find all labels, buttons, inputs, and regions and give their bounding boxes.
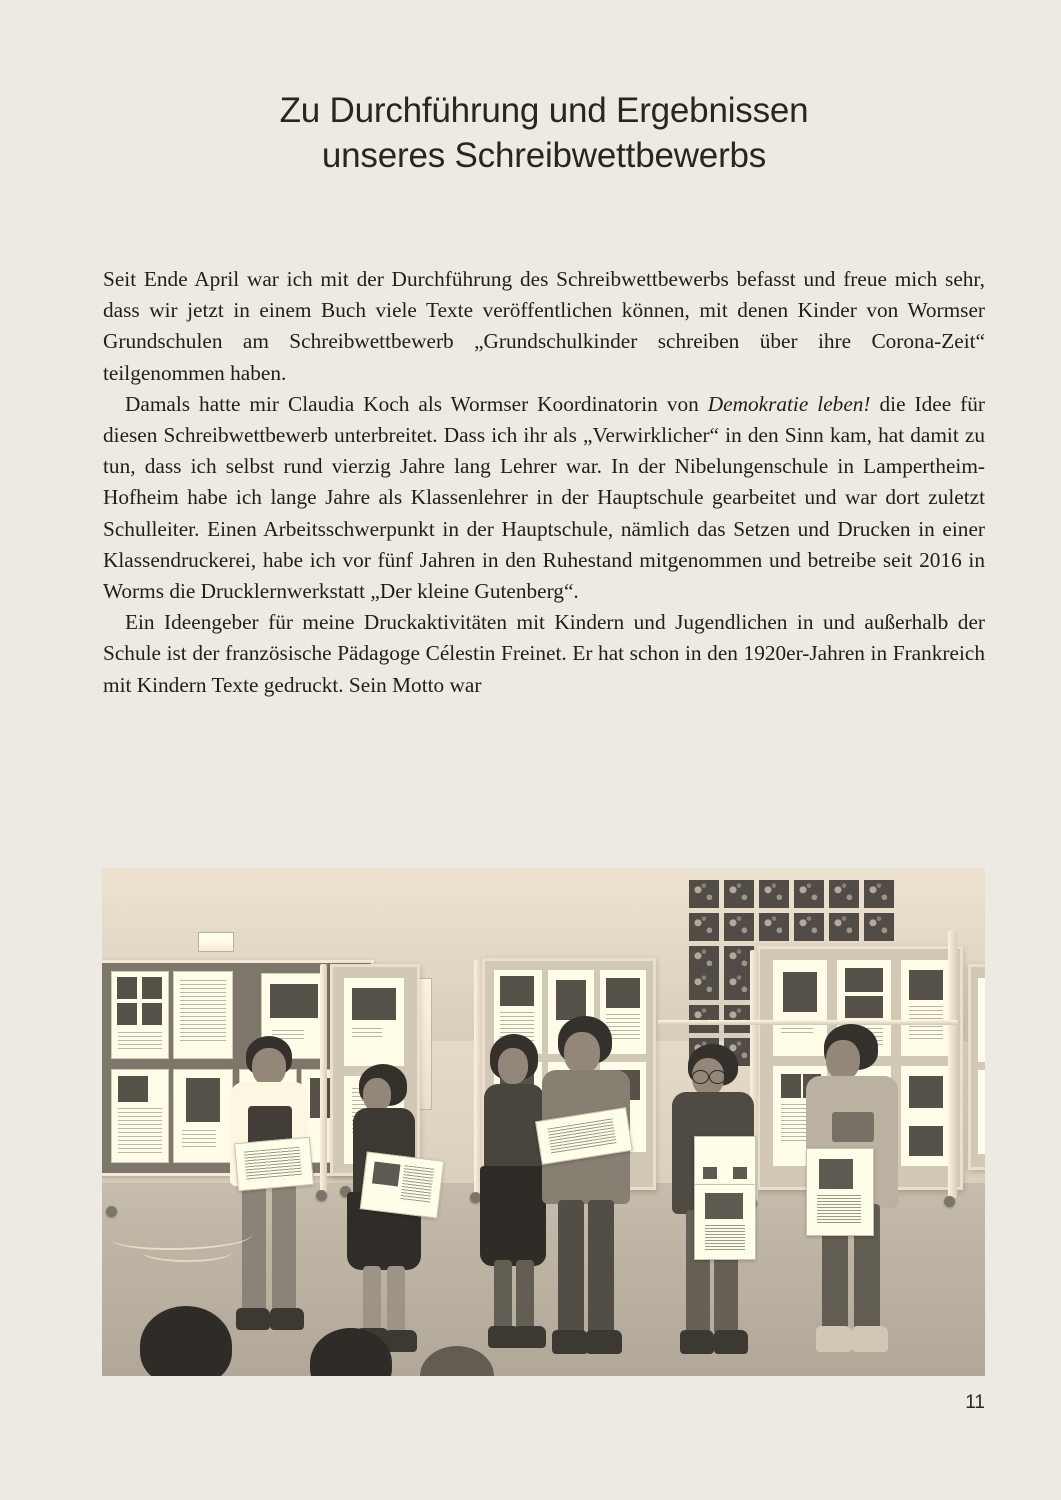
child-reader-1 (226, 1036, 312, 1356)
child-face (498, 1048, 528, 1084)
child-shoe (714, 1330, 748, 1354)
artwork-tile (829, 913, 859, 941)
artwork-tile (759, 913, 789, 941)
exhibit-thumbnail (186, 1078, 220, 1122)
board-caster (944, 1196, 955, 1207)
artwork-tile (794, 880, 824, 908)
child-shoe (586, 1330, 622, 1354)
child-leg (588, 1200, 614, 1336)
booklet-text-lines (400, 1165, 434, 1204)
child-shoe (816, 1326, 852, 1352)
exhibit-sheet (900, 1065, 952, 1167)
exhibit-sheet (900, 959, 952, 1057)
exhibit-thumbnail (909, 1126, 943, 1156)
eyeglasses-icon (709, 1070, 726, 1084)
sheet-text-lines (705, 1225, 745, 1251)
child-leg (242, 1184, 266, 1312)
held-sheet (694, 1136, 756, 1186)
child-shoe (680, 1330, 714, 1354)
sheet-thumbnail (703, 1167, 717, 1179)
artwork-tile (864, 913, 894, 941)
page-number: 11 (965, 1392, 985, 1413)
exhibit-thumbnail (606, 978, 640, 1008)
artwork-tile (794, 913, 824, 941)
artwork-tile (689, 880, 719, 908)
booklet-thumbnail (372, 1161, 400, 1186)
artwork-tile (724, 913, 754, 941)
board-leg (948, 930, 957, 1198)
exhibit-sheet (111, 1069, 169, 1163)
board-leg (320, 964, 327, 1194)
exhibit-thumbnail (556, 980, 586, 1020)
artwork-tile (829, 880, 859, 908)
paragraph-2-part-a: Damals hatte mir Claudia Koch als Wormser Koordinatorin von (125, 391, 708, 416)
child-face (826, 1040, 860, 1080)
child-leg (363, 1266, 381, 1334)
child-reader-6-sixty-eight (802, 1024, 902, 1374)
page-title (103, 88, 985, 178)
child-face (252, 1048, 286, 1086)
child-leg (558, 1200, 584, 1336)
artwork-tile (689, 946, 719, 974)
exhibit-text-lines (118, 1108, 162, 1154)
exhibit-thumbnail (142, 977, 162, 999)
exhibit-sheet (343, 977, 405, 1067)
artwork-tile (689, 913, 719, 941)
artwork-tile (759, 880, 789, 908)
child-leg (387, 1266, 405, 1334)
manuscript-text-lines (547, 1118, 616, 1154)
child-reader-5-glasses (668, 1044, 760, 1376)
paragraph-2-italic-title: Demokratie leben! (707, 391, 871, 416)
paragraph-1: Seit Ende April war ich mit der Durchführung des Schreibwettbewerbs befasst und freue mich sehr, dass wir jetzt in einem Buch viele Texte veröffentlichen können, mit denen Kinder von Wormser Grundschulen am Schreibwettbewerb „Grundschulkinder schreiben über ihre Corona-Zeit“ teilgenommen haben. (103, 267, 985, 385)
paragraph-2-part-b: die Idee für diesen Schreibwettbewerb unterbreitet. Dass ich ihr als „Verwirklicher“ in den Sinn kam, hat damit zu tun, dass ich selbst rund vierzig Jahre lang Lehrer war. In der Nibelungenschule in Lampertheim-Hofheim habe ich lange Jahre als Klassenlehrer in der Hauptschule gearbeitet und war dort zuletzt Schulleiter. Einen Arbeitsschwerpunkt in der Hauptschule, nämlich das Setzen und Drucken in einer Klassendruckerei, habe ich vor fünf Jahren in den Ruhestand mitgenommen und betreibe seit 2016 in Worms die Drucklernwerkstatt „Der kleine Gutenberg“. (103, 391, 985, 604)
sheet-thumbnail (733, 1167, 747, 1179)
child-shoe (852, 1326, 888, 1352)
exhibit-thumbnail (845, 996, 883, 1018)
exhibit-sheet (173, 971, 233, 1059)
held-sheet-lower (694, 1184, 756, 1260)
child-leg (516, 1260, 534, 1332)
child-reader-4-center (536, 1016, 636, 1376)
body-text (103, 264, 985, 701)
exhibit-thumbnail (117, 977, 137, 999)
sheet-photo (819, 1159, 853, 1189)
exhibit-thumbnail (118, 1076, 148, 1102)
exhibit-text-lines (118, 1032, 162, 1050)
child-leg (272, 1184, 296, 1312)
child-leg (494, 1260, 512, 1332)
exhibit-sheet (173, 1069, 233, 1163)
held-sheet (806, 1148, 874, 1236)
board-caster (316, 1190, 327, 1201)
photograph-content (102, 868, 985, 1376)
exhibit-sheet (977, 977, 985, 1063)
exhibit-sheet (111, 971, 169, 1059)
audience-head (140, 1306, 232, 1376)
held-booklet (360, 1151, 444, 1218)
child-shoe (385, 1330, 417, 1352)
child-shoe (236, 1308, 270, 1330)
exhibit-thumbnail (909, 970, 943, 1000)
exhibit-thumbnail (783, 972, 817, 1012)
ceiling-light-fixture (198, 932, 234, 952)
exhibit-thumbnail (781, 1074, 801, 1098)
exhibit-thumbnail (142, 1003, 162, 1025)
child-reader-2 (345, 1064, 423, 1364)
exhibit-sheet (977, 1069, 985, 1155)
child-shoe (552, 1330, 588, 1354)
artwork-tile (864, 880, 894, 908)
paragraph-3: Ein Ideengeber für meine Druckaktivitäten mit Kindern und Jugendlichen in und außerhalb der Schule ist der französische Pädagoge Célestin Freinet. Er hat schon in den 1920er-Jahren in Frankreich mit Kindern Texte gedruckt. Sein Motto war (103, 610, 985, 697)
exhibit-thumbnail (270, 984, 318, 1018)
exhibit-thumbnail (500, 976, 534, 1006)
exhibit-text-lines (352, 1028, 382, 1038)
exhibit-thumbnail (117, 1003, 137, 1025)
exhibit-thumbnail (845, 968, 883, 992)
floor-cable (142, 1242, 232, 1262)
artwork-tile (689, 972, 719, 1000)
page-title-line-2: unseres Schreibwettbewerbs (321, 136, 767, 175)
page-title-line-1: Zu Durchführung und Ergebnissen (279, 91, 809, 130)
exhibit-text-lines (182, 1130, 216, 1150)
child-shoe (270, 1308, 304, 1330)
child-face (363, 1078, 391, 1112)
child-torso (484, 1084, 544, 1176)
sheet-photo (705, 1193, 743, 1219)
artwork-tile (724, 880, 754, 908)
child-face (564, 1032, 600, 1074)
display-board-edge (968, 964, 985, 1170)
exhibit-thumbnail (909, 1076, 943, 1108)
exhibit-text-lines (180, 980, 226, 1042)
sheet-text-lines (817, 1195, 861, 1225)
booklet-text-lines (244, 1147, 302, 1182)
paragraph-2 (103, 389, 985, 607)
held-booklet (234, 1137, 314, 1191)
sweatshirt-number-patch (832, 1112, 874, 1142)
exhibit-thumbnail (352, 988, 396, 1020)
artwork-tile (689, 1005, 719, 1033)
eyeglasses-icon (692, 1070, 709, 1084)
board-caster (106, 1206, 117, 1217)
photograph-school-reading-event (102, 868, 985, 1376)
